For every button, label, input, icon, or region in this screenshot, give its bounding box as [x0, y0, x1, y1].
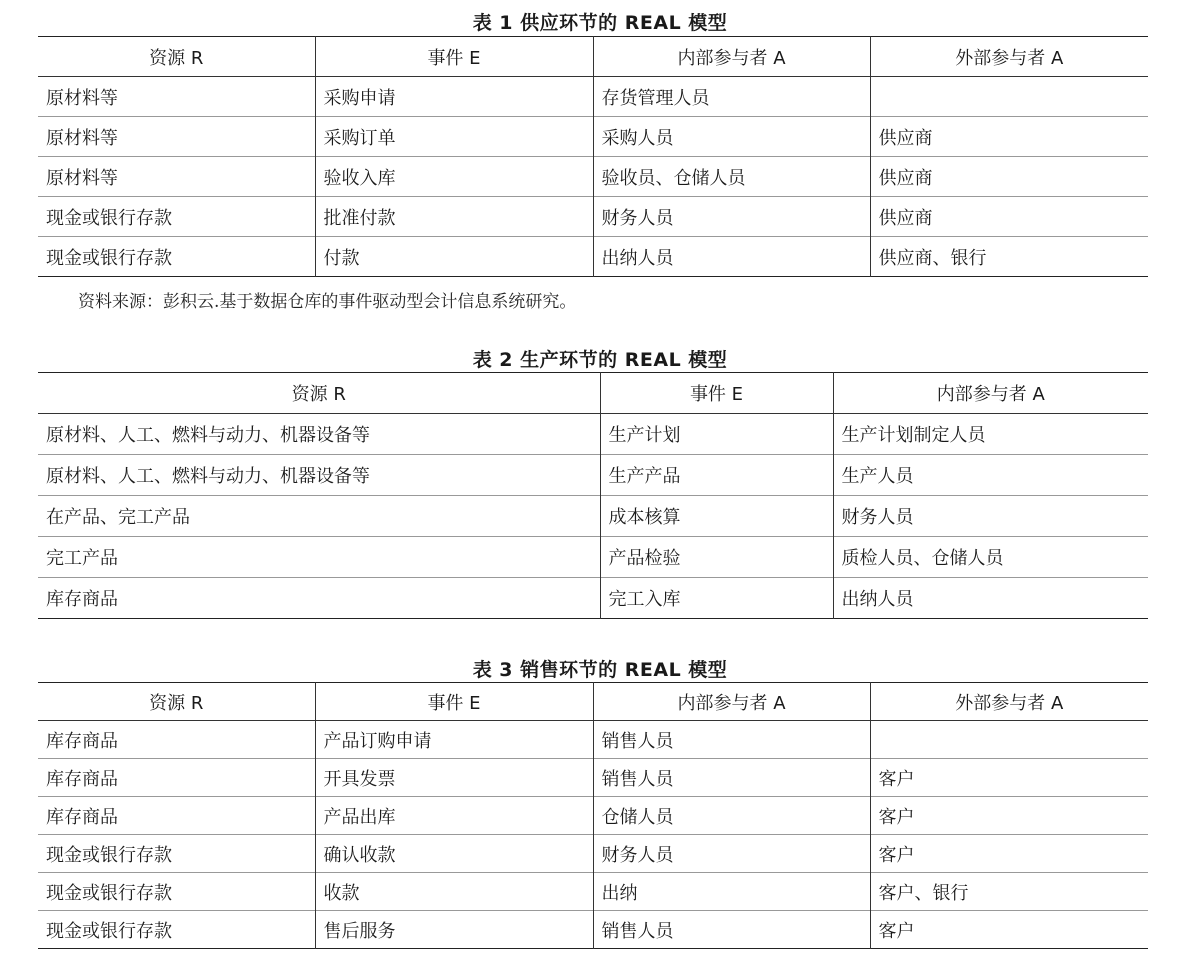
cell-resource: 原材料等	[46, 167, 118, 189]
cell-resource: 现金或银行存款	[46, 207, 172, 229]
cell-event: 验收入库	[315, 157, 593, 197]
header-resource: 资源 R	[38, 37, 315, 77]
header-internal-agent: 内部参与者 A	[593, 37, 870, 77]
cell-event: 付款	[315, 237, 593, 277]
cell-event: 采购订单	[315, 117, 593, 157]
cell-external-agent: 客户、银行	[870, 873, 1148, 911]
cell-resource: 现金或银行存款	[46, 882, 172, 904]
cell-resource: 在产品、完工产品	[46, 507, 190, 528]
table-row	[38, 911, 1148, 949]
cell-external-agent	[870, 77, 1148, 117]
table-row	[38, 77, 1148, 117]
cell-event: 收款	[315, 873, 593, 911]
cell-internal-agent: 出纳人员	[593, 237, 870, 277]
table-row	[38, 759, 1148, 797]
cell-event: 成本核算	[600, 496, 833, 537]
cell-event: 确认收款	[315, 835, 593, 873]
cell-event: 产品订购申请	[315, 721, 593, 759]
cell-internal-agent: 销售人员	[593, 721, 870, 759]
cell-external-agent: 客户	[870, 911, 1148, 949]
cell-internal-agent: 生产计划制定人员	[833, 414, 1148, 455]
table3-caption: 表 3 销售环节的 REAL 模型	[472, 659, 728, 681]
header-internal-agent: 内部参与者 A	[593, 683, 870, 721]
table-row	[38, 414, 1148, 455]
cell-internal-agent: 仓储人员	[593, 797, 870, 835]
header-resource: 资源 R	[38, 373, 600, 414]
cell-event: 采购申请	[315, 77, 593, 117]
cell-resource: 库存商品	[46, 589, 118, 610]
header-event: 事件 E	[315, 683, 593, 721]
cell-external-agent: 客户	[870, 797, 1148, 835]
header-resource: 资源 R	[38, 683, 315, 721]
cell-resource: 完工产品	[46, 548, 118, 569]
table-row	[38, 835, 1148, 873]
cell-resource: 库存商品	[46, 806, 118, 828]
cell-external-agent	[870, 721, 1148, 759]
header-external-agent: 外部参与者 A	[870, 37, 1148, 77]
cell-resource: 现金或银行存款	[46, 247, 172, 269]
cell-event: 批准付款	[315, 197, 593, 237]
header-event: 事件 E	[315, 37, 593, 77]
header-internal-agent: 内部参与者 A	[833, 373, 1148, 414]
cell-internal-agent: 采购人员	[593, 117, 870, 157]
cell-resource: 现金或银行存款	[46, 844, 172, 866]
cell-resource: 库存商品	[46, 768, 118, 790]
cell-resource: 现金或银行存款	[46, 920, 172, 942]
table-row	[38, 455, 1148, 496]
cell-internal-agent: 质检人员、仓储人员	[833, 537, 1148, 578]
table-row	[38, 496, 1148, 537]
cell-event: 产品检验	[600, 537, 833, 578]
table-row	[38, 157, 1148, 197]
table-row	[38, 537, 1148, 578]
table-row	[38, 797, 1148, 835]
cell-event: 生产产品	[600, 455, 833, 496]
cell-event: 产品出库	[315, 797, 593, 835]
table2-caption: 表 2 生产环节的 REAL 模型	[472, 349, 728, 371]
cell-external-agent: 客户	[870, 759, 1148, 797]
production-real-table	[38, 372, 1148, 619]
cell-internal-agent: 财务人员	[593, 835, 870, 873]
cell-internal-agent: 销售人员	[593, 759, 870, 797]
table-row	[38, 117, 1148, 157]
table-row	[38, 721, 1148, 759]
cell-internal-agent: 存货管理人员	[593, 77, 870, 117]
header-external-agent: 外部参与者 A	[870, 683, 1148, 721]
cell-internal-agent: 出纳	[593, 873, 870, 911]
header-event: 事件 E	[600, 373, 833, 414]
cell-external-agent: 供应商	[870, 117, 1148, 157]
cell-resource: 原材料、人工、燃料与动力、机器设备等	[46, 425, 370, 446]
cell-resource: 原材料、人工、燃料与动力、机器设备等	[46, 466, 370, 487]
cell-internal-agent: 财务人员	[593, 197, 870, 237]
cell-event: 完工入库	[600, 578, 833, 619]
cell-resource: 原材料等	[46, 87, 118, 109]
cell-internal-agent: 财务人员	[833, 496, 1148, 537]
cell-resource: 原材料等	[46, 127, 118, 149]
cell-event: 售后服务	[315, 911, 593, 949]
source-note: 资料来源：彭积云.基于数据仓库的事件驱动型会计信息系统研究。	[78, 292, 577, 312]
cell-internal-agent: 生产人员	[833, 455, 1148, 496]
sales-real-table	[38, 682, 1148, 949]
cell-external-agent: 供应商	[870, 197, 1148, 237]
table1-caption: 表 1 供应环节的 REAL 模型	[472, 12, 728, 34]
cell-internal-agent: 出纳人员	[833, 578, 1148, 619]
table-row	[38, 237, 1148, 277]
table-row	[38, 873, 1148, 911]
supply-real-table	[38, 36, 1148, 277]
cell-internal-agent: 验收员、仓储人员	[593, 157, 870, 197]
cell-event: 开具发票	[315, 759, 593, 797]
cell-external-agent: 供应商	[870, 157, 1148, 197]
cell-resource: 库存商品	[46, 730, 118, 752]
table-row	[38, 578, 1148, 619]
cell-external-agent: 客户	[870, 835, 1148, 873]
table-row	[38, 197, 1148, 237]
cell-event: 生产计划	[600, 414, 833, 455]
cell-internal-agent: 销售人员	[593, 911, 870, 949]
cell-external-agent: 供应商、银行	[870, 237, 1148, 277]
